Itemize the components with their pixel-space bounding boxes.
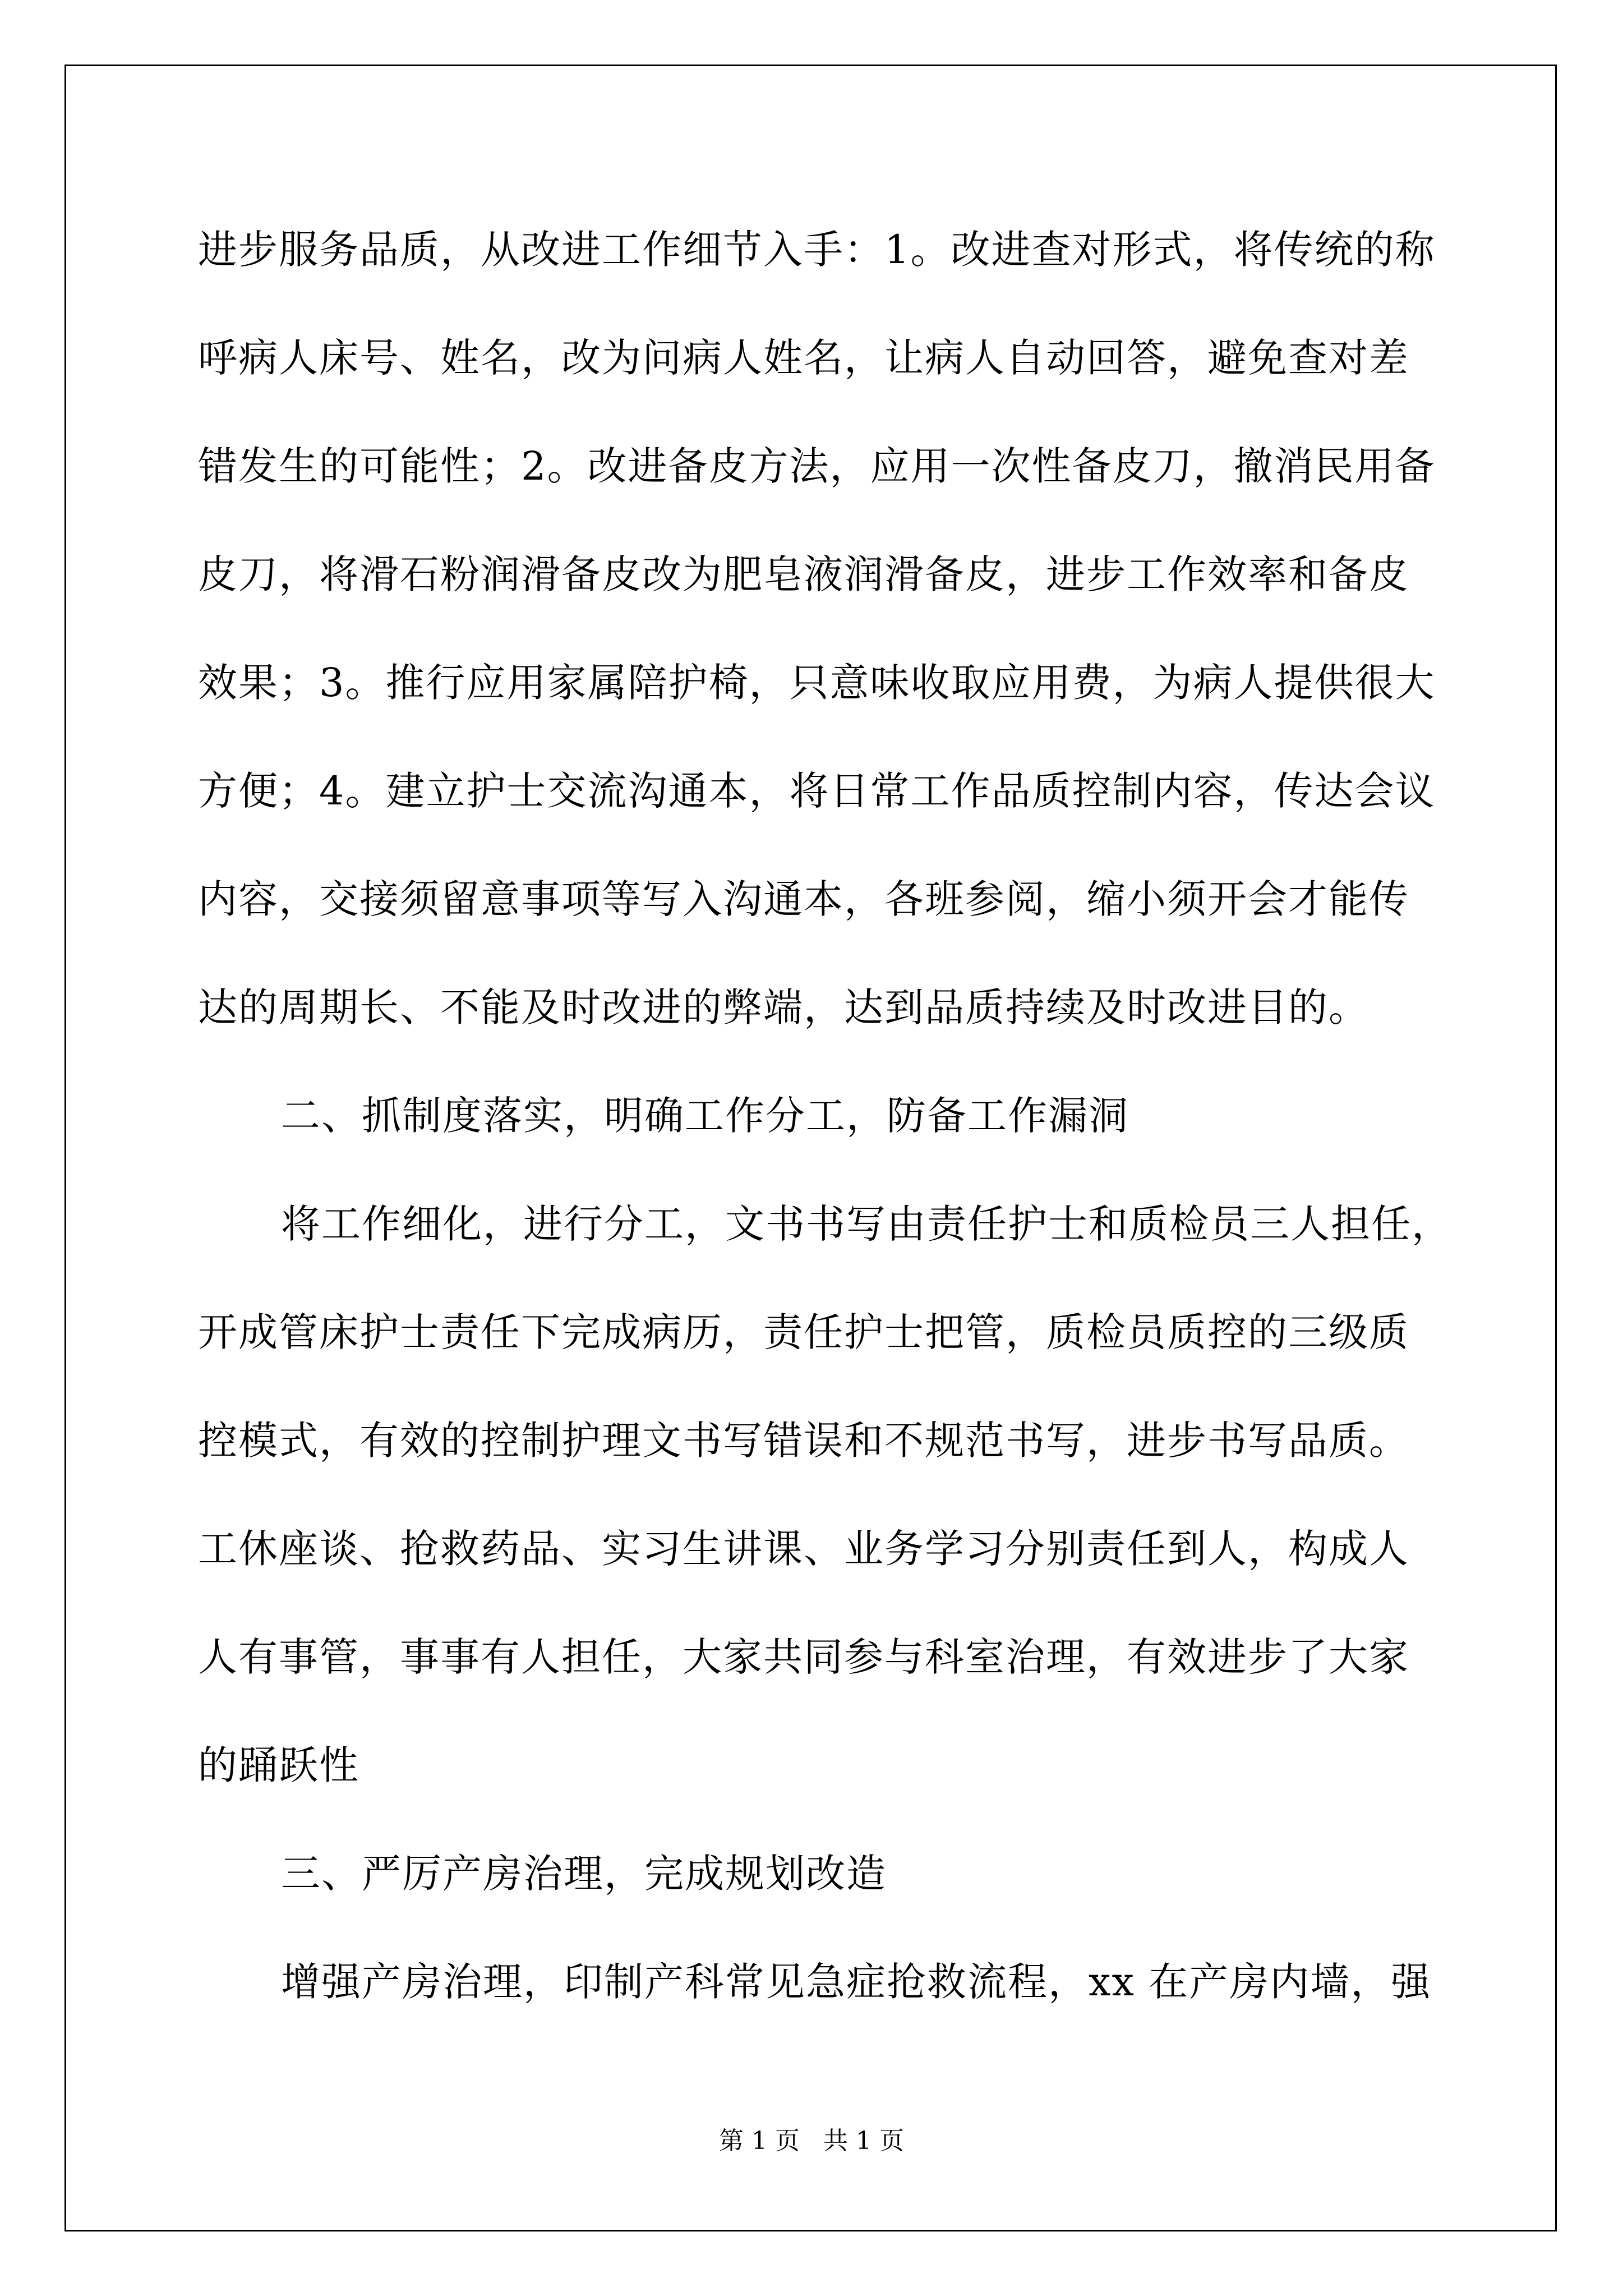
body-line: 人有事管，事事有人担任，大家共同参与科室治理，有效进步了大家 (198, 1634, 1409, 1680)
body-line: 方便；4。建立护士交流沟通本，将日常工作品质控制内容，传达会议 (198, 768, 1436, 814)
body-line: 控模式，有效的控制护理文书写错误和不规范书写，进步书写品质。 (198, 1418, 1409, 1464)
body-line: 呼病人床号、姓名，改为问病人姓名，让病人自动回答，避免查对差 (198, 335, 1409, 381)
body-line: 的踊跃性 (198, 1742, 359, 1788)
body-line: 开成管床护士责任下完成病历，责任护士把管，质检员质控的三级质 (198, 1309, 1409, 1355)
body-line: 错发生的可能性；2。改进备皮方法，应用一次性备皮刀，撤消民用备 (198, 443, 1436, 489)
page-border (64, 65, 1557, 2231)
section-heading: 二、抓制度落实，明确工作分工，防备工作漏洞 (281, 1093, 1129, 1139)
body-line: 增强产房治理，印制产科常见急症抢救流程，xx 在产房内墙，强 (281, 1959, 1432, 2005)
body-line: 内容，交接须留意事项等写入沟通本，各班参阅，缩小须开会才能传 (198, 876, 1409, 922)
body-line: 达的周期长、不能及时改进的弊端，达到品质持续及时改进目的。 (198, 984, 1369, 1030)
page-footer: 第 1 页 共 1 页 (719, 2127, 904, 2155)
body-line: 效果；3。推行应用家属陪护椅，只意味收取应用费，为病人提供很大 (198, 660, 1436, 706)
body-line: 进步服务品质，从改进工作细节入手：1。改进查对形式，将传统的称 (198, 227, 1436, 273)
section-heading: 三、严厉产房治理，完成规划改造 (281, 1851, 887, 1897)
body-line: 工休座谈、抢救药品、实习生讲课、业务学习分别责任到人，构成人 (198, 1526, 1409, 1572)
body-line: 将工作细化，进行分工，文书书写由责任护士和质检员三人担任， (281, 1201, 1452, 1247)
body-line: 皮刀，将滑石粉润滑备皮改为肥皂液润滑备皮，进步工作效率和备皮 (198, 551, 1409, 597)
